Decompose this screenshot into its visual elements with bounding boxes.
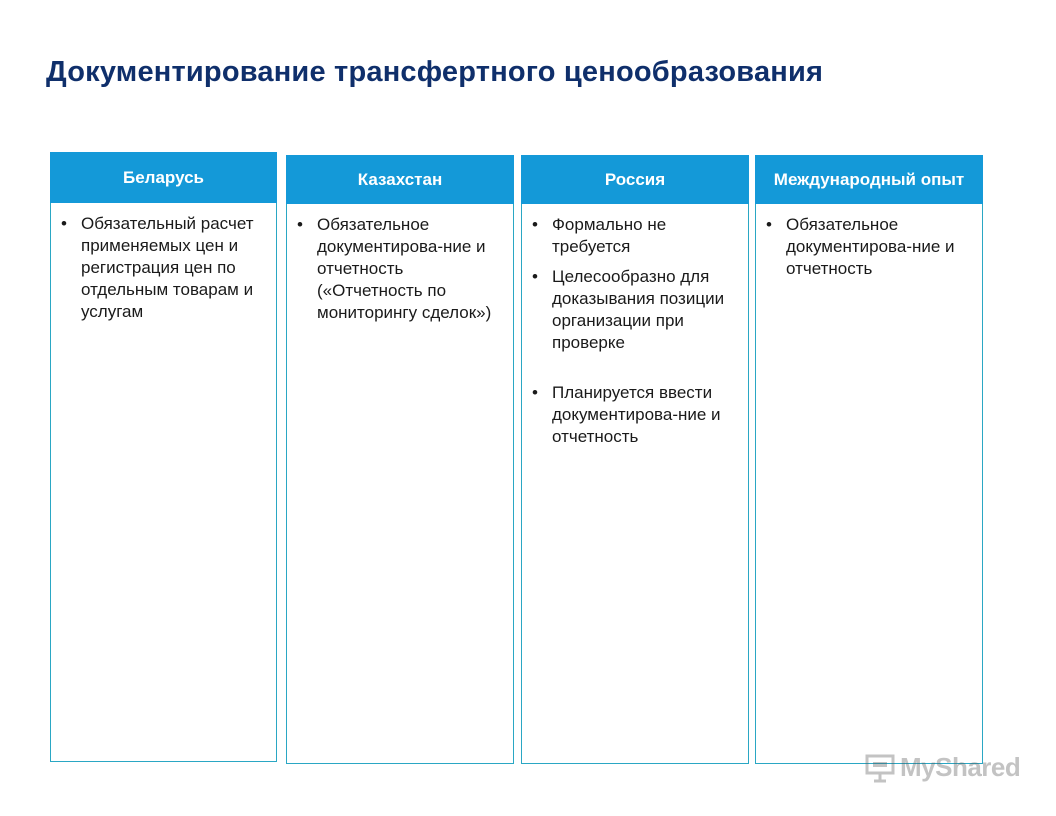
bullet-list	[766, 214, 976, 288]
page-title: Документирование трансфертного ценообразования	[46, 56, 824, 88]
column-header: Международный опыт	[755, 155, 983, 204]
column-body	[286, 204, 514, 764]
bullet-list	[297, 214, 507, 332]
column-body	[50, 203, 277, 762]
column-international	[755, 155, 983, 764]
bullet-item: • Обязательный расчет применяемых цен и регистрация цен по отдельным товарам и услугам	[61, 213, 270, 323]
column-body	[521, 204, 749, 764]
column-header: Казахстан	[286, 155, 514, 204]
column-kazakhstan	[286, 155, 514, 764]
bullet-item: • Планируется ввести документирова-ние и отчетность	[532, 382, 742, 448]
bullet-item: • Обязательное документирова-ние и отчетность	[766, 214, 976, 280]
watermark-text: MyShared	[900, 752, 1021, 782]
bullet-item: • Обязательное документирова-ние и отчетность («Отчетность по мониторингу сделок»)	[297, 214, 507, 324]
column-belarus	[50, 152, 277, 762]
column-russia	[521, 155, 749, 764]
bullet-item: • Формально не требуется	[532, 214, 742, 258]
bullet-list	[61, 213, 270, 331]
bullet-list	[532, 214, 742, 456]
presentation-board-icon	[864, 753, 896, 783]
column-body	[755, 204, 983, 764]
column-header: Россия	[521, 155, 749, 204]
column-header: Беларусь	[50, 152, 277, 203]
watermark-logo	[864, 752, 1020, 783]
bullet-item: • Целесообразно для доказывания позиции организации при проверке	[532, 266, 742, 354]
